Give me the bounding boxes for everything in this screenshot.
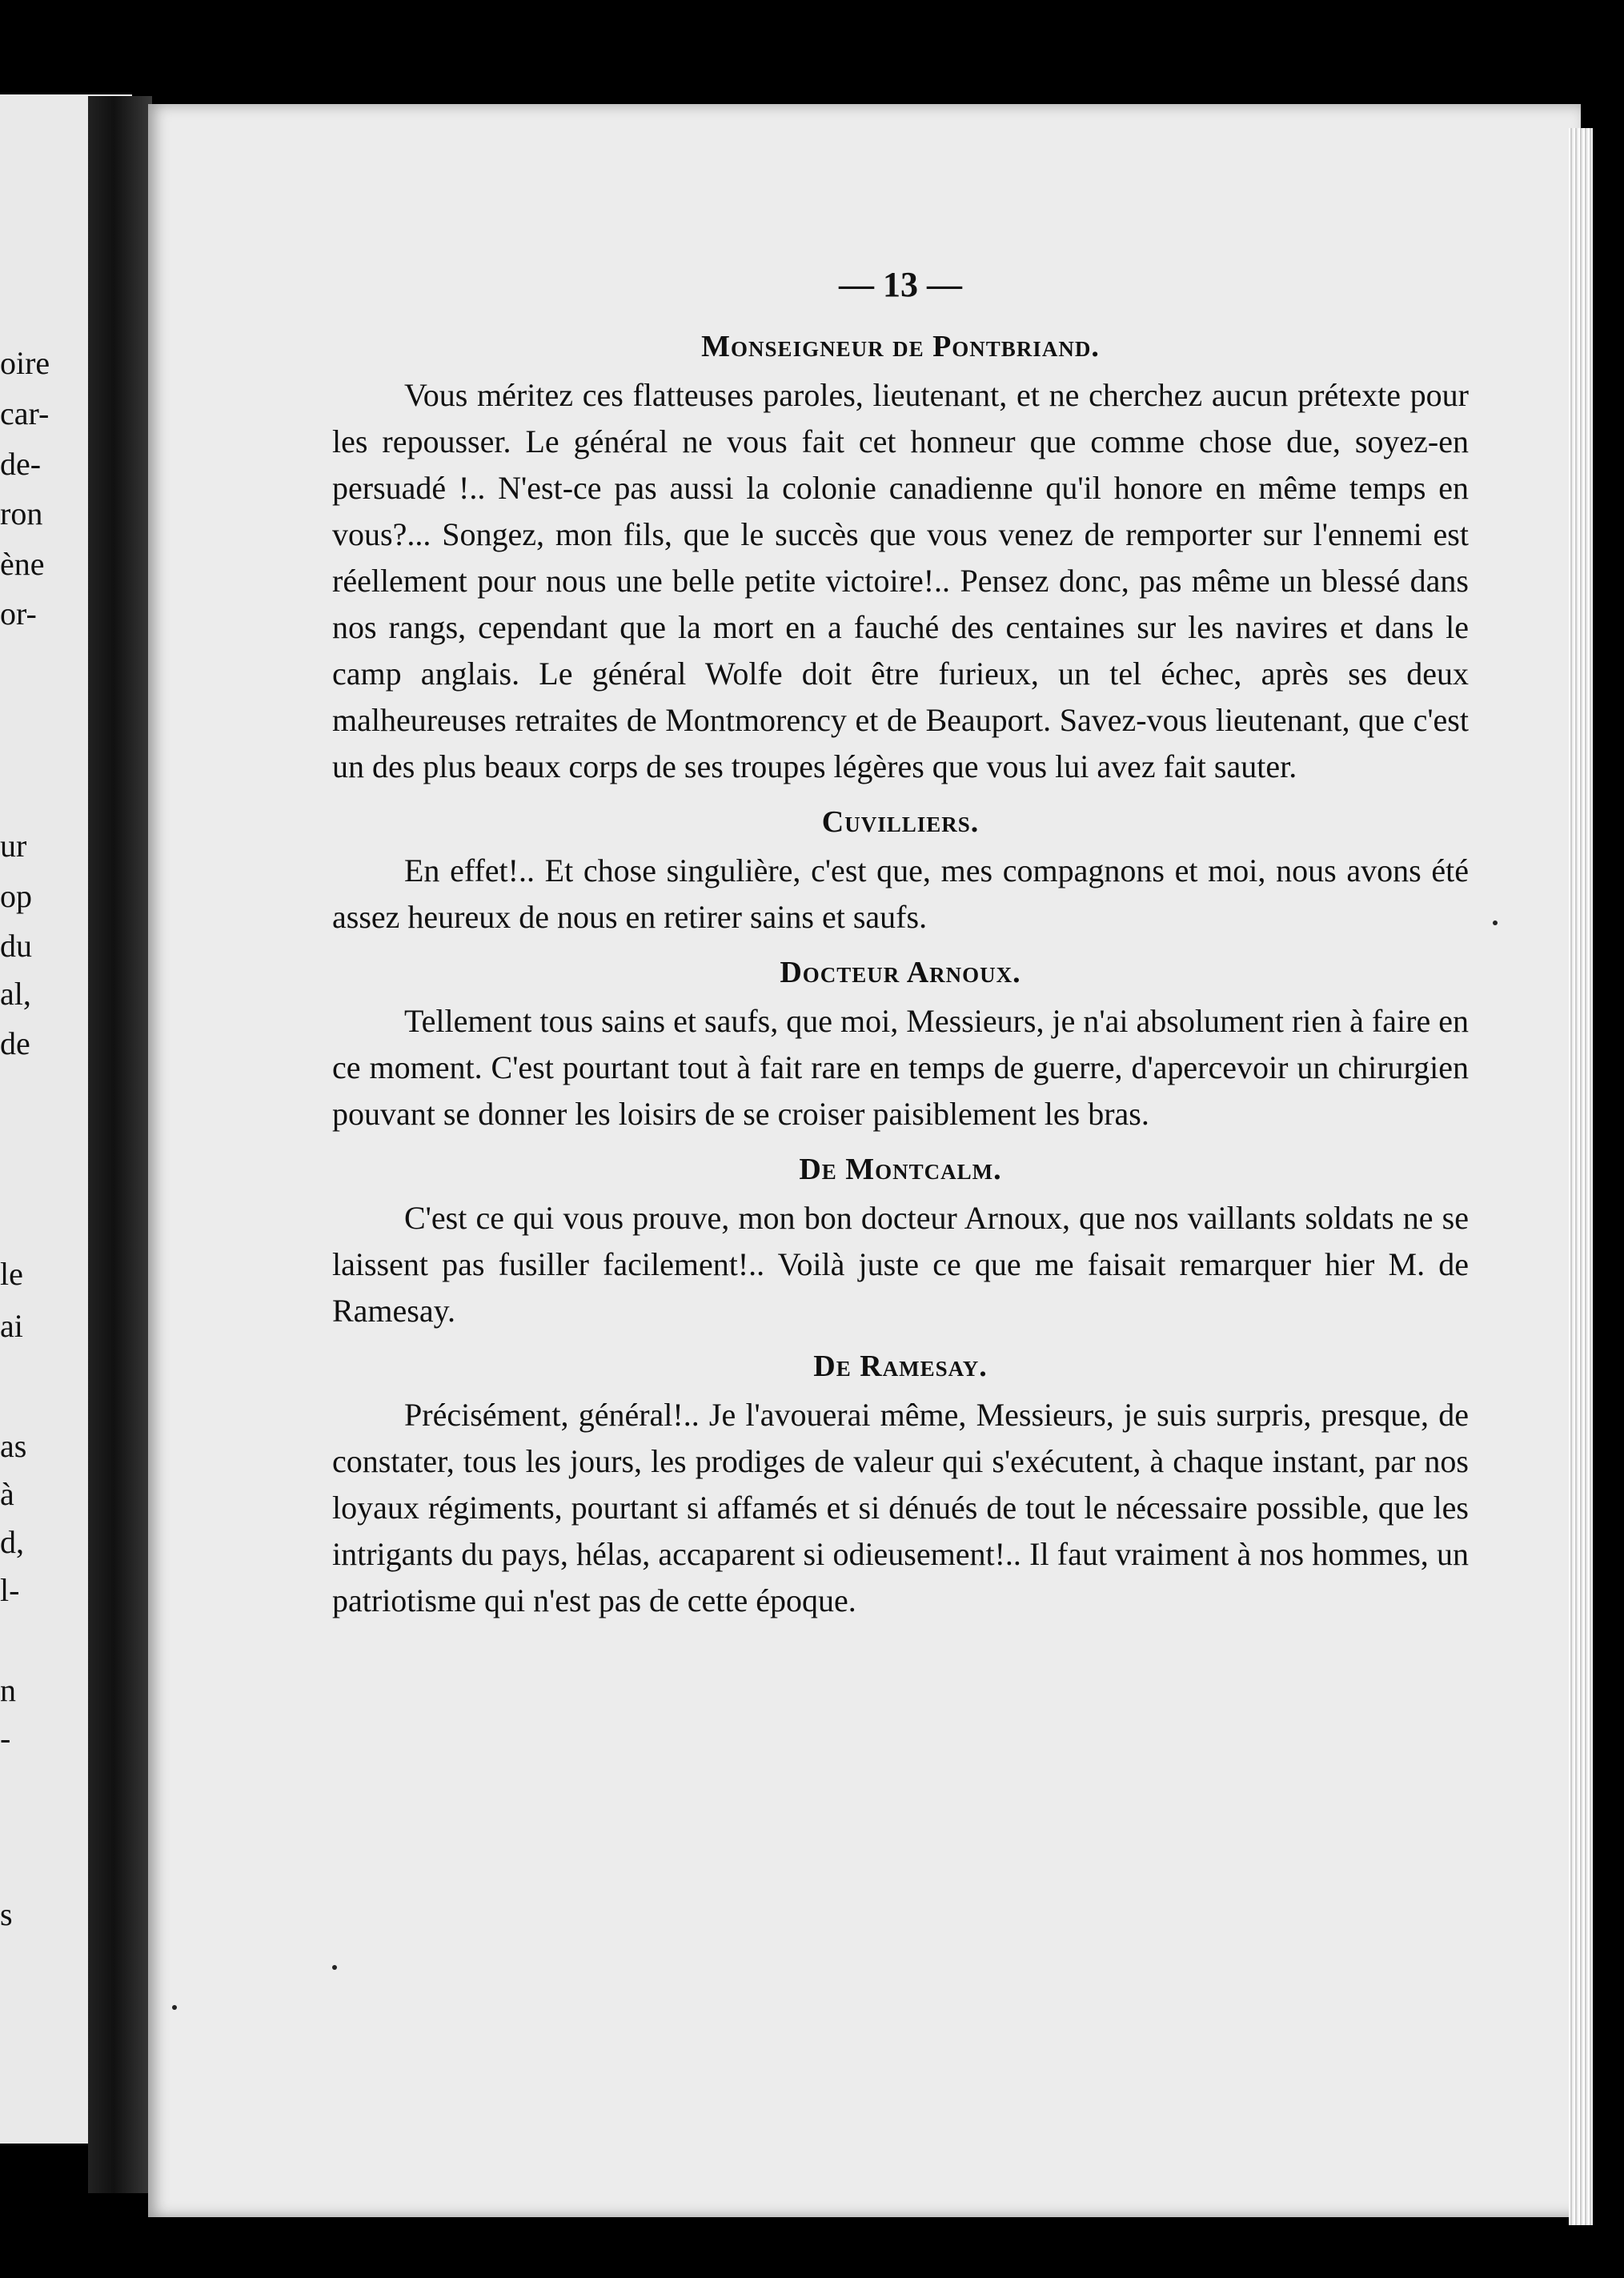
facing-fragment: n [0, 1672, 16, 1708]
book-page [148, 104, 1581, 2217]
facing-fragment: ène [0, 546, 45, 582]
facing-fragment: le [0, 1256, 23, 1292]
speaker-name: De Montcalm. [799, 1153, 1002, 1186]
facing-fragment: l- [0, 1572, 20, 1608]
speech-paragraph: Précisément, général!.. Je l'avouerai même, Messieurs, je suis surpris, presque, de constater, tous les jours, les prodiges de valeur qui s'exécutent, à chaque instant, par nos loyaux régiments, pourtant si affamés et si dénués de tout le nécessaire possible, que les intrigants du pays, hélas, accaparent si odieusement!.. Il faut vraiment à nos hommes, un patriotisme qui n'est pas de cette époque. [332, 1397, 1469, 1618]
speaker-name: Cuvilliers. [821, 805, 980, 839]
facing-fragment: d, [0, 1524, 24, 1560]
speaker-name: Monseigneur de Pontbriand. [701, 330, 1100, 363]
ink-speck [1493, 920, 1498, 925]
speech-paragraph: En effet!.. Et chose singulière, c'est que, mes compagnons et moi, nous avons été assez heureux de nous en retirer sains et saufs. [332, 852, 1469, 935]
facing-fragment: as [0, 1428, 27, 1464]
facing-fragment: de [0, 1025, 30, 1061]
facing-fragment: - [0, 1720, 11, 1756]
facing-fragment: à [0, 1476, 14, 1512]
facing-fragment: s [0, 1896, 13, 1932]
book-gutter [88, 96, 152, 2193]
speaker-name: Docteur Arnoux. [780, 956, 1021, 989]
facing-fragment: de- [0, 446, 42, 482]
speaker-name: De Ramesay. [813, 1350, 988, 1383]
speech-paragraph: Vous méritez ces flatteuses paroles, lieutenant, et ne cherchez aucun prétexte pour les repousser. Le général ne vous fait cet honneur que comme chose due, soyez-en persuadé !.. N'est-ce pas aussi la colonie canadienne qu'il honore en même temps en vous?... Songez, mon fils, que le succès que vous venez de remporter sur l'ennemi est réellement pour nous une belle petite victoire!.. Pensez donc, pas même un blessé dans nos rangs, cependant que la mort en a fauché des centaines sur les navires et dans le camp anglais. Le général Wolfe doit être furieux, un tel échec, après ses deux malheureuses retraites de Montmorency et de Beauport. Savez-vous lieutenant, que c'est un des plus beaux corps de ses troupes légères que vous lui avez fait sauter. [332, 377, 1469, 784]
facing-fragment: al, [0, 976, 31, 1012]
facing-fragment: or- [0, 596, 37, 632]
facing-fragment: oire [0, 345, 50, 381]
facing-fragment: ron [0, 495, 43, 531]
facing-fragment: du [0, 928, 32, 964]
page-edge [1569, 128, 1593, 2225]
speech-paragraph: C'est ce qui vous prouve, mon bon docteur Arnoux, que nos vaillants soldats ne se laissent pas fusiller facilement!.. Voilà juste ce que me faisait remarquer hier M. de Ramesay. [332, 1200, 1469, 1329]
ink-speck [332, 1965, 337, 1970]
ink-speck [172, 2005, 177, 2010]
facing-fragment: ai [0, 1308, 23, 1344]
page-content [332, 264, 1469, 1624]
facing-fragment: car- [0, 395, 50, 431]
facing-fragment: ur [0, 828, 27, 864]
page-number: — 13 — [839, 265, 962, 304]
facing-fragment: op [0, 878, 32, 914]
speech-paragraph: Tellement tous sains et saufs, que moi, Messieurs, je n'ai absolument rien à faire en ce moment. C'est pourtant tout à fait rare en temps de guerre, d'apercevoir un chirurgien pouvant se donner les loisirs de se croiser paisiblement les bras. [332, 1003, 1469, 1132]
